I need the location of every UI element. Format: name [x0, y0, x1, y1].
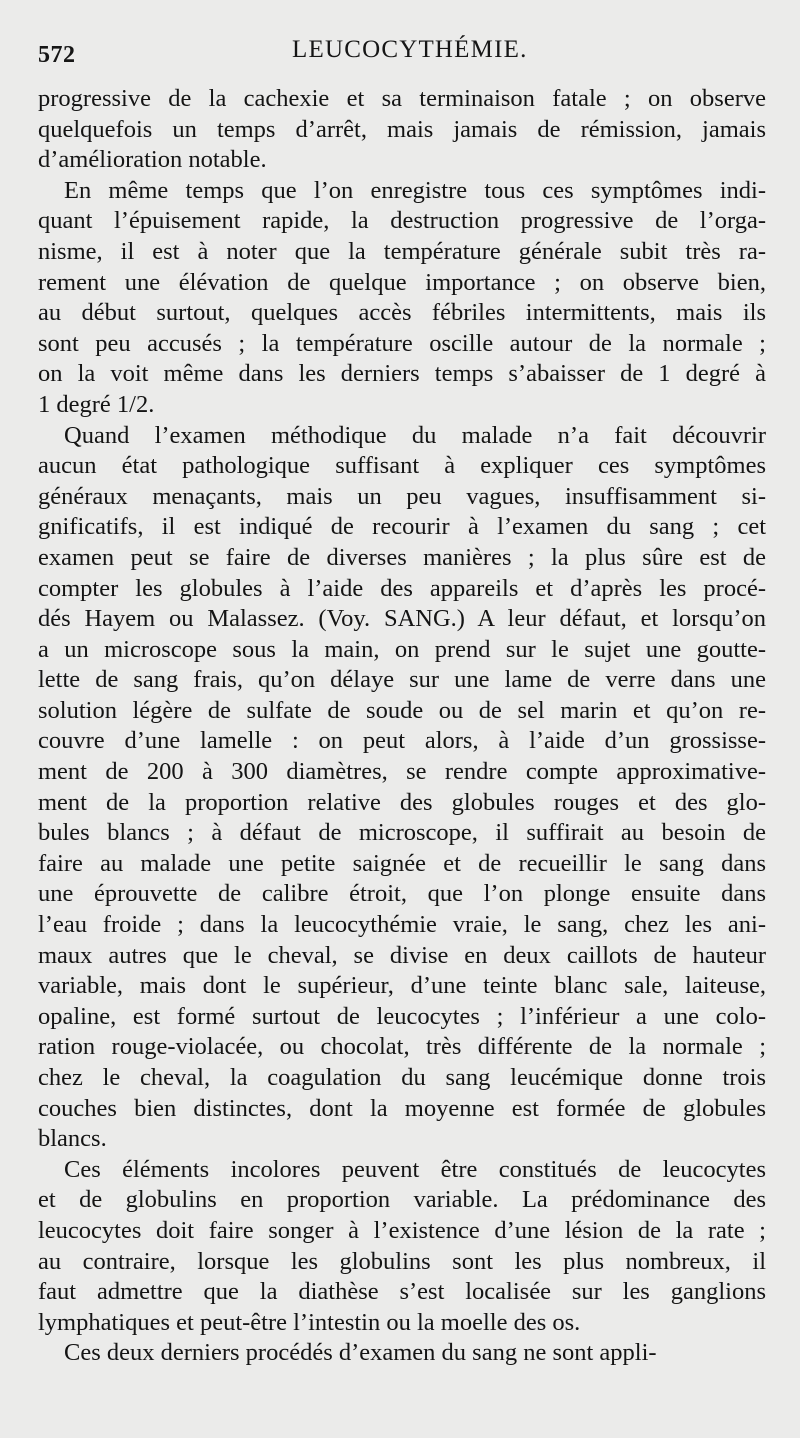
text-line: aucun état pathologique suffisant à expliquer ces symptômes [38, 452, 766, 480]
text-line: Ces éléments incolores peuvent être constitués de leucocytes [64, 1155, 766, 1183]
body-text [38, 84, 766, 1369]
text-line: faire au malade une petite saignée et de recueillir le sang dans [38, 849, 766, 877]
text-line: sont peu accusés ; la température oscille autour de la normale ; [38, 329, 766, 357]
text-line: solution légère de sulfate de soude ou de sel marin et qu’on re- [38, 696, 766, 724]
text-line: compter les globules à l’aide des appareils et d’après les procé- [38, 574, 766, 602]
text-line: progressive de la cachexie et sa terminaison fatale ; on observe [38, 85, 766, 112]
text-line: dés Hayem ou Malassez. (Voy. SANG.) A leur défaut, et lorsqu’on [38, 605, 766, 633]
text-line: une éprouvette de calibre étroit, que l’on plonge ensuite dans [38, 880, 766, 908]
text-line: Quand l’examen méthodique du malade n’a fait découvrir [64, 421, 766, 449]
text-line: a un microscope sous la main, on prend sur le sujet une goutte- [38, 635, 766, 663]
text-line: ration rouge-violacée, ou chocolat, très différente de la normale ; [38, 1033, 766, 1061]
text-line: généraux menaçants, mais un peu vagues, insuffisamment si- [38, 482, 766, 510]
text-line: Ces deux derniers procédés d’examen du sang ne sont appli- [64, 1339, 657, 1367]
text-line: ment de la proportion relative des globules rouges et des glo- [38, 788, 766, 816]
text-line: faut admettre que la diathèse s’est localisée sur les ganglions [38, 1278, 766, 1306]
text-line: lette de sang frais, qu’on délaye sur une lame de verre dans une [38, 666, 766, 694]
text-line: couches bien distinctes, dont la moyenne est formée de globules [38, 1094, 766, 1122]
text-line: quelquefois un temps d’arrêt, mais jamais de rémission, jamais [38, 115, 766, 143]
text-line: quant l’épuisement rapide, la destruction progressive de l’orga- [38, 207, 766, 235]
text-line: couvre d’une lamelle : on peut alors, à l’aide d’un grossisse- [38, 727, 766, 755]
text-line: et de globulins en proportion variable. La prédominance des [38, 1186, 766, 1214]
text-line: d’amélioration notable. [38, 146, 267, 174]
text-line: rement une élévation de quelque importance ; on observe bien, [38, 268, 766, 296]
text-line: au contraire, lorsque les globulins sont les plus nombreux, il [38, 1247, 766, 1275]
text-line: variable, mais dont le supérieur, d’une teinte blanc sale, laiteuse, [38, 972, 766, 1000]
text-line: au début surtout, quelques accès fébriles intermittents, mais ils [38, 299, 766, 327]
text-line: chez le cheval, la coagulation du sang leucémique donne trois [38, 1064, 766, 1091]
text-line: En même temps que l’on enregistre tous ces symptômes indi- [64, 176, 766, 204]
text-line: maux autres que le cheval, se divise en deux caillots de hauteur [38, 941, 766, 969]
text-line: opaline, est formé surtout de leucocytes ; l’inférieur a une colo- [38, 1002, 766, 1030]
running-title: LEUCOCYTHÉMIE. [292, 36, 528, 63]
text-line: leucocytes doit faire songer à l’existence d’une lésion de la rate ; [38, 1216, 766, 1244]
text-line: nisme, il est à noter que la température générale subit très ra- [38, 237, 766, 265]
text-line: blancs. [38, 1125, 107, 1153]
text-line: on la voit même dans les derniers temps s’abaisser de 1 degré à [38, 360, 766, 388]
page-number: 572 [38, 42, 76, 68]
page-header [0, 28, 800, 72]
text-line: lymphatiques et peut-être l’intestin ou la moelle des os. [38, 1308, 581, 1336]
text-line: bules blancs ; à défaut de microscope, il suffirait au besoin de [38, 819, 766, 847]
text-line: examen peut se faire de diverses manières ; la plus sûre est de [38, 543, 766, 571]
text-line: gnificatifs, il est indiqué de recourir à l’examen du sang ; cet [38, 513, 766, 541]
text-line: 1 degré 1/2. [38, 390, 155, 418]
text-line: ment de 200 à 300 diamètres, se rendre compte approximative- [38, 758, 766, 786]
text-line: l’eau froide ; dans la leucocythémie vraie, le sang, chez les ani- [38, 911, 766, 939]
